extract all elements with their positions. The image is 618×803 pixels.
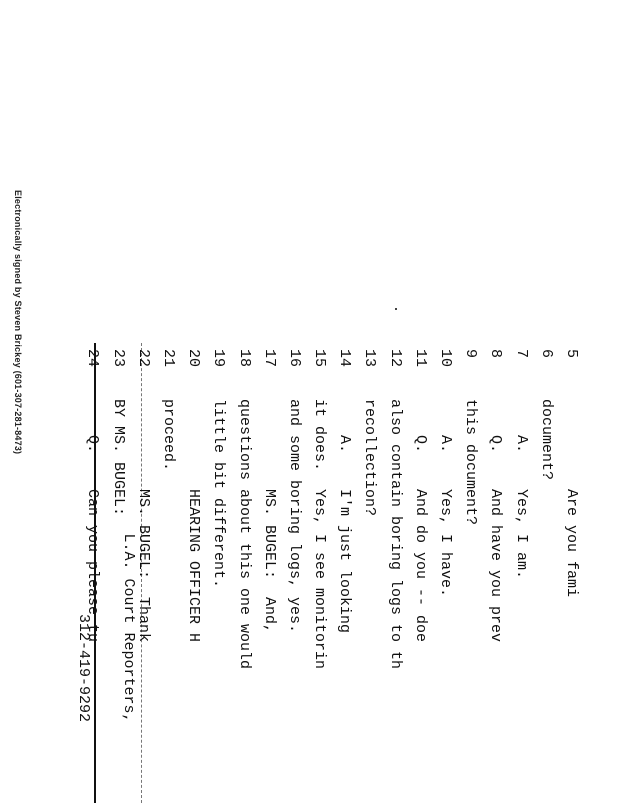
line-number: 11 — [411, 349, 429, 368]
transcript-line — [433, 349, 458, 803]
line-number: 12 — [386, 349, 404, 368]
line-number: 24 — [84, 349, 102, 368]
line-number: 6 — [537, 349, 555, 359]
line-text: A. I'm just looking — [336, 399, 354, 634]
transcript-line — [206, 349, 231, 803]
transcript-line — [257, 349, 282, 803]
transcript-line — [231, 349, 256, 803]
transcript-line — [508, 349, 533, 803]
transcript-line — [483, 349, 508, 803]
electronic-signature: Electronically signed by Steven Brickey (601-307-281-8473) — [13, 190, 23, 455]
transcript-page-viewport — [75, 343, 618, 800]
line-text: little bit different. — [210, 399, 228, 589]
line-text: also contain boring logs to th — [386, 399, 404, 670]
transcript-line — [383, 349, 408, 803]
line-number: 20 — [185, 349, 203, 368]
line-number: 9 — [462, 349, 480, 359]
line-number: 16 — [285, 349, 303, 368]
transcript-line — [307, 349, 332, 803]
line-number: 23 — [109, 349, 127, 368]
line-number: 5 — [563, 349, 580, 359]
page-footer — [46, 343, 166, 803]
transcript-line — [181, 349, 206, 803]
transcript-line — [458, 349, 483, 803]
line-number: 14 — [336, 349, 354, 368]
footer-reporter: L.A. Court Reporters, — [120, 533, 137, 723]
line-number: 15 — [311, 349, 329, 368]
line-text: proceed. — [160, 399, 177, 472]
line-text: MS. BUGEL: Thank — [134, 399, 152, 643]
line-number: 10 — [437, 349, 455, 368]
line-text: Q. Can you please tu — [84, 399, 102, 643]
line-number: 19 — [210, 349, 228, 368]
line-text: questions about this one would — [235, 399, 253, 670]
transcript-page — [75, 343, 618, 803]
line-number: 7 — [512, 349, 530, 359]
line-number: 8 — [487, 349, 505, 359]
line-text: A. Yes, I have. — [437, 399, 455, 598]
transcript-line — [357, 349, 382, 803]
line-text: Are you fami — [563, 399, 580, 598]
line-text: this document? — [462, 399, 480, 526]
transcript-line — [559, 349, 584, 803]
line-number: 21 — [160, 349, 177, 368]
line-text: BY MS. BUGEL: — [109, 399, 127, 517]
transcript-line — [282, 349, 307, 803]
line-text: HEARING OFFICER H — [185, 399, 203, 643]
line-number: 18 — [235, 349, 253, 368]
footer-phone: 312-419-9292 — [75, 613, 92, 723]
speck — [395, 308, 397, 310]
line-text: MS. BUGEL: And, — [260, 399, 278, 634]
line-text: it does. Yes, I see monitorin — [311, 399, 329, 670]
line-number: 17 — [260, 349, 278, 368]
line-text: and some boring logs, yes. — [285, 399, 303, 634]
transcript-line — [332, 349, 357, 803]
line-text: Q. And have you prev — [487, 399, 505, 643]
line-text: A. Yes, I am. — [512, 399, 530, 580]
transcript-line — [534, 349, 559, 803]
line-text: recollection? — [361, 399, 379, 517]
line-number: 22 — [134, 349, 152, 368]
line-text: document? — [537, 399, 555, 481]
line-text: Q. And do you -- doe — [411, 399, 429, 643]
line-number: 13 — [361, 349, 379, 368]
transcript-line — [408, 349, 433, 803]
